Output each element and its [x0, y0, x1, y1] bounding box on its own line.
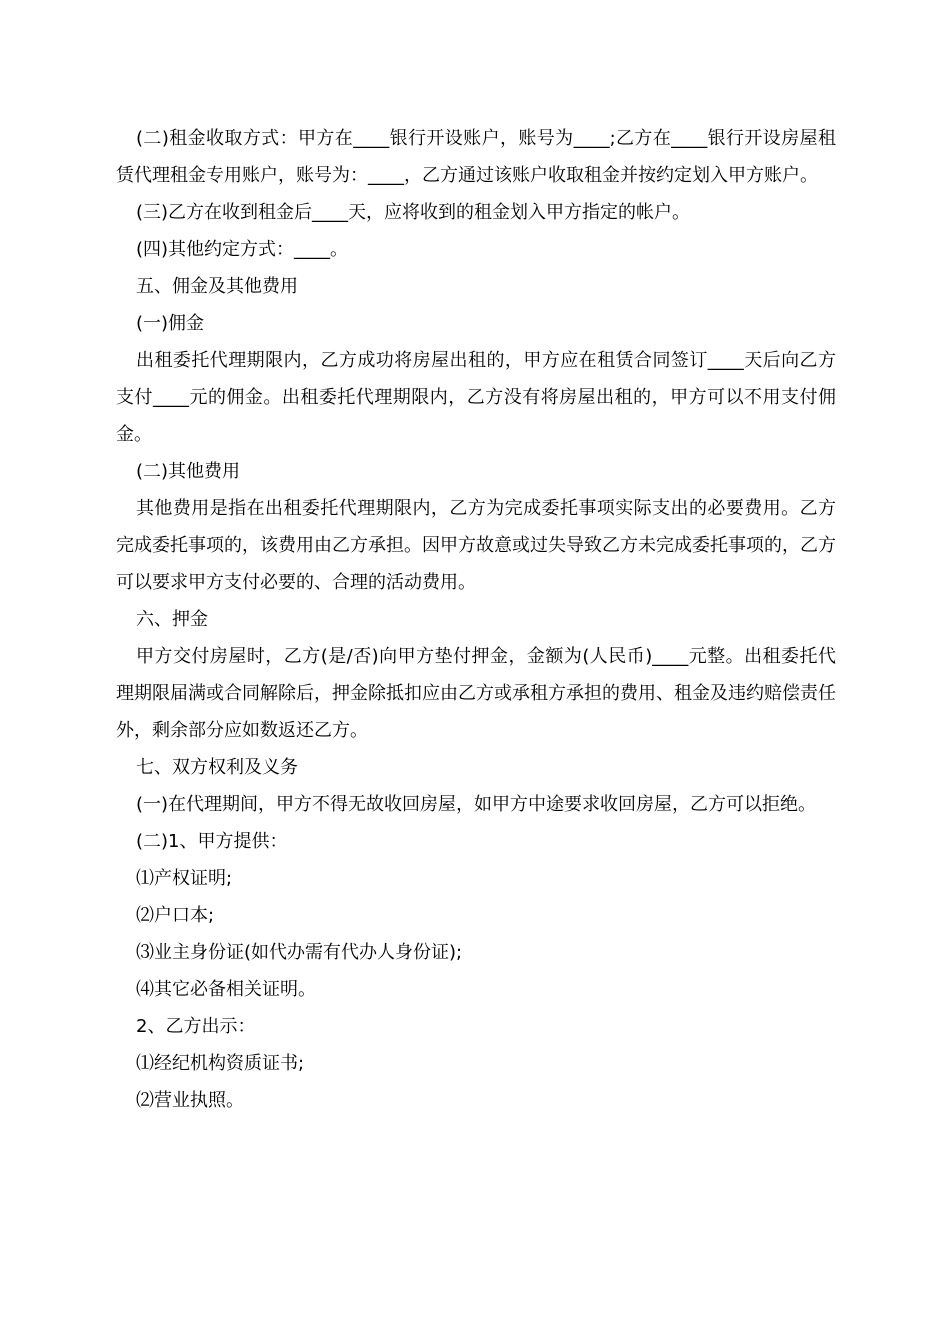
paragraph-rent-transfer-days: (三)乙方在收到租金后____天，应将收到的租金划入甲方指定的帐户。 — [136, 202, 691, 223]
subheading-commission: (一)佣金 — [136, 313, 205, 334]
paragraph-deposit-terms: 甲方交付房屋时，乙方(是/否)向甲方垫付押金，金额为(人民币)____元整。出租委托代理期限届满或合同解除后，押金除抵扣应由乙方或承租方承担的费用、租金及违约赔偿责任外，剩余部分应如数返还乙方。 — [116, 646, 836, 741]
paragraph-commission-terms: 出租委托代理期限内，乙方成功将房屋出租的，甲方应在租赁合同签订____天后向乙方支付____元的佣金。出租委托代理期限内，乙方没有将房屋出租的，甲方可以不用支付佣金。 — [116, 350, 836, 445]
list-item-agency-qualification: ⑴经纪机构资质证书; — [136, 1053, 305, 1074]
paragraph-other-fees-terms: 其他费用是指在出租委托代理期限内，乙方为完成委托事项实际支出的必要费用。乙方完成委托事项的，该费用由乙方承担。因甲方故意或过失导致乙方未完成委托事项的，乙方可以要求甲方支付必要的、合理的活动费用。 — [116, 498, 836, 593]
list-item-household-register: ⑵户口本; — [136, 905, 215, 926]
list-item-business-license: ⑵营业执照。 — [136, 1090, 244, 1111]
subheading-other-fees: (二)其他费用 — [136, 461, 241, 482]
section-heading-commission: 五、佣金及其他费用 — [136, 276, 298, 297]
section-heading-deposit: 六、押金 — [136, 609, 208, 630]
section-heading-rights-obligations: 七、双方权利及义务 — [136, 757, 298, 778]
document-body — [116, 120, 836, 1119]
paragraph-rent-collection-method: (二)租金收取方式：甲方在____银行开设账户，账号为____;乙方在____银行开设房屋租赁代理租金专用账户，账号为：____，乙方通过该账户收取租金并按约定划入甲方账户。 — [116, 128, 836, 186]
paragraph-party-a-provides: (二)1、甲方提供： — [136, 831, 288, 852]
list-item-other-proofs: ⑷其它必备相关证明。 — [136, 979, 316, 1000]
list-item-property-certificate: ⑴产权证明; — [136, 868, 233, 889]
paragraph-party-b-shows: 2、乙方出示： — [136, 1016, 256, 1037]
list-item-owner-id: ⑶业主身份证(如代办需有代办人身份证); — [136, 942, 463, 963]
paragraph-other-agreed-method: (四)其他约定方式：____。 — [136, 239, 349, 260]
paragraph-no-reclaim: (一)在代理期间，甲方不得无故收回房屋，如甲方中途要求收回房屋，乙方可以拒绝。 — [136, 794, 817, 815]
